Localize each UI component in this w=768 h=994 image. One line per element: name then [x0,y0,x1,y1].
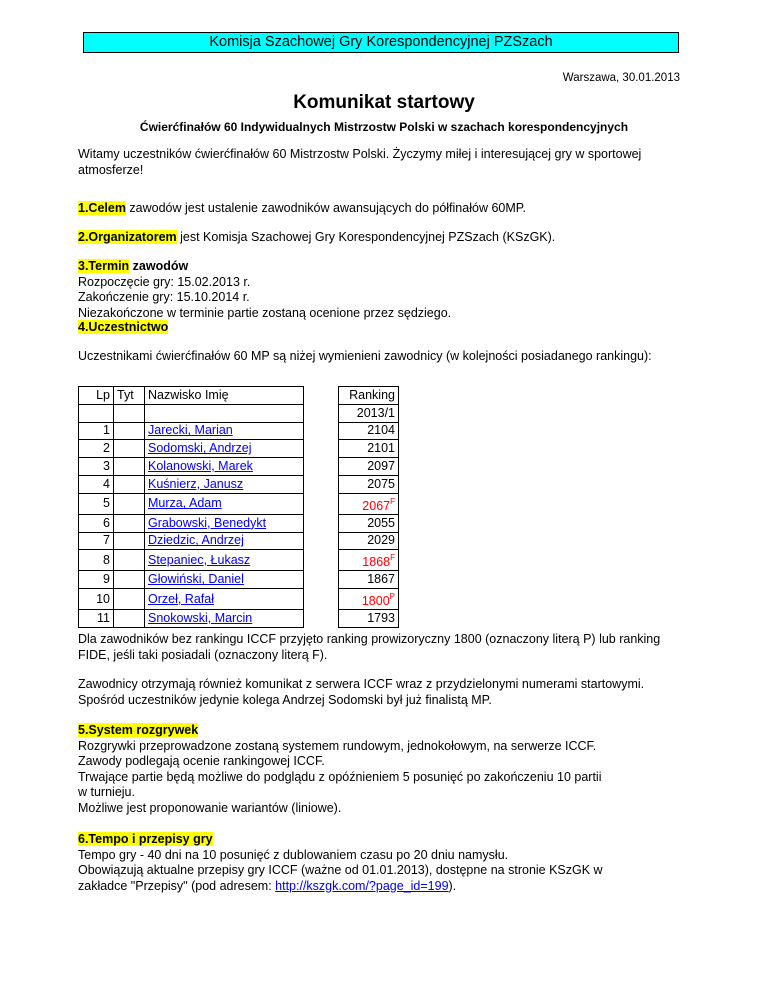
section-5-line-5: Możliwe jest proponowanie wariantów (liniowe). [78,800,342,815]
table-row [79,532,399,550]
section-3 [78,259,690,321]
row-player-name[interactable] [145,589,304,610]
player-name-link[interactable]: Snokowski, Marcin [148,611,253,626]
row-ranking [339,514,399,532]
row-ranking [339,475,399,493]
row-lp: 4 [79,475,114,493]
header-lp: Lp [79,387,114,405]
row-title [114,610,145,628]
row-title [114,422,145,440]
player-name-link[interactable]: Jarecki, Marian [148,423,233,438]
header-ranking: Ranking [339,387,399,405]
section-2 [78,230,690,246]
ranking-value: 1793 [367,611,395,626]
row-title [114,493,145,514]
participants-table [78,386,399,628]
intro-paragraph: Witamy uczestników ćwierćfinałów 60 Mistrzostw Polski. Życzymy miłej i interesującej gry w sportowej atmosferze! [78,147,642,177]
player-name-link[interactable]: Stepaniec, Łukasz [148,552,251,567]
table-row [79,458,399,476]
row-title [114,532,145,550]
row-player-name[interactable] [145,610,304,628]
document-title: Komunikat startowy [293,92,475,113]
section-5 [78,723,690,816]
row-lp: 3 [79,458,114,476]
table-header-row [79,387,399,405]
row-ranking [339,458,399,476]
ranking-value: 1800 [361,594,390,609]
player-name-link[interactable]: Sodomski, Andrzej [148,441,252,456]
section-3-heading-rest: zawodów [129,259,189,273]
section-1-heading: 1.Celem [78,201,126,215]
document-date: Warszawa, 30.01.2013 [562,72,680,84]
ranking-value: 2067 [362,498,391,513]
table-subheader-row [79,404,399,422]
section-6-line-3 [78,879,690,895]
section-6-heading: 6.Tempo i przepisy gry [78,832,213,846]
row-title [114,475,145,493]
section-2-text: jest Komisja Szachowej Gry Korespondencyjnej PZSzach (KSzGK). [176,230,556,244]
row-ranking [339,589,399,610]
row-lp: 9 [79,571,114,589]
table-row [79,475,399,493]
section-1-text: zawodów jest ustalenie zawodników awansujących do półfinałów 60MP. [125,201,526,215]
ranking-value: 1868 [362,555,391,570]
document-subtitle: Ćwierćfinałów 60 Indywidualnych Mistrzostw Polski w szachach korespondencyjnych [139,120,629,134]
table-row [79,440,399,458]
end-date-line: Zakończenie gry: 15.10.2014 r. [78,290,250,304]
ranking-value: 1867 [367,572,395,587]
rating-mark: F [390,496,395,506]
row-player-name[interactable] [145,475,304,493]
ranking-value: 2101 [367,441,395,456]
row-ranking [339,610,399,628]
organization-banner: Komisja Szachowej Gry Korespondencyjnej PZSzach [83,32,679,53]
section-6-line-2: Obowiązują aktualne przepisy gry ICCF (ważne od 01.01.2013), dostępne na stronie KSzGK w [78,863,603,877]
table-row [79,493,399,514]
ranking-value: 2104 [367,423,395,438]
row-lp: 2 [79,440,114,458]
player-name-link[interactable]: Kolanowski, Marek [148,459,253,474]
header-name: Nazwisko Imię [145,387,304,405]
section-5-line-1: Rozgrywki przeprowadzone zostaną systemem rundowym, jednokołowym, na serwerze ICCF. [78,738,597,753]
table-row [79,422,399,440]
row-lp: 7 [79,532,114,550]
row-ranking [339,571,399,589]
start-date-line: Rozpoczęcie gry: 15.02.2013 r. [78,274,251,289]
player-name-link[interactable]: Dziedzic, Andrzej [148,533,244,548]
row-player-name[interactable] [145,493,304,514]
table-row [79,610,399,628]
rating-mark: P [389,592,395,602]
section-5-line-3: Trwające partie będą możliwe do podglądu z opóźnieniem 5 posunięć po zakończeniu 10 partii [78,769,602,784]
server-notice-paragraph: Zawodnicy otrzymają również komunikat z serwera ICCF wraz z przydzielonymi numerami startowymi. Spośród uczestników jedynie kolega Andrzej Sodomski był już finalistą MP. [78,677,645,707]
row-title [114,550,145,571]
row-player-name[interactable] [145,550,304,571]
ranking-value: 2029 [367,533,395,548]
player-name-link[interactable]: Murza, Adam [148,496,222,511]
row-player-name[interactable] [145,440,304,458]
row-lp: 6 [79,514,114,532]
section-6-line-1: Tempo gry - 40 dni na 10 posunięć z dublowaniem czasu po 20 dniu namysłu. [78,847,509,862]
rating-mark: F [390,553,395,563]
row-lp: 10 [79,589,114,610]
table-row [79,514,399,532]
section-6-line-3-start: zakładce "Przepisy" (pod adresem: [78,878,276,893]
row-lp: 1 [79,422,114,440]
ranking-value: 2075 [367,476,395,491]
section-4-heading: 4.Uczestnictwo [78,320,169,334]
header-ranking-period: 2013/1 [339,404,399,422]
header-tyt: Tyt [114,387,145,405]
row-lp: 8 [79,550,114,571]
player-name-link[interactable]: Głowiński, Daniel [148,572,244,587]
row-title [114,458,145,476]
section-6-line-3-end: ). [448,878,457,893]
section-3-heading: 3.Termin [78,259,130,273]
section-5-line-4: w turnieju. [78,785,135,799]
row-player-name[interactable] [145,514,304,532]
section-6 [78,832,690,894]
table-body [79,422,399,627]
section-4-text: Uczestnikami ćwierćfinałów 60 MP są niżej wymienieni zawodnicy (w kolejności posiadanego rankingu): [78,349,652,363]
row-ranking [339,550,399,571]
rules-page-link[interactable]: http://kszgk.com/?page_id=199 [275,878,449,893]
ranking-value: 2055 [367,515,395,530]
section-5-line-2: Zawody podlegają ocenie rankingowej ICCF. [78,754,325,768]
table-row [79,571,399,589]
section-5-heading: 5.System rozgrywek [78,723,199,737]
row-title [114,514,145,532]
row-player-name[interactable] [145,571,304,589]
row-ranking [339,532,399,550]
section-1 [78,201,690,217]
table-row [79,550,399,571]
row-lp: 11 [79,610,114,628]
ranking-value: 2097 [367,459,395,474]
row-title [114,589,145,610]
row-player-name[interactable] [145,422,304,440]
player-name-link[interactable]: Orzeł, Rafał [148,591,214,606]
unfinished-games-line: Niezakończone w terminie partie zostaną ocenione przez sędziego. [78,305,452,320]
section-2-heading: 2.Organizatorem [78,230,177,244]
row-ranking [339,493,399,514]
row-ranking [339,422,399,440]
row-title [114,571,145,589]
player-name-link[interactable]: Kuśnierz, Janusz [148,476,244,491]
row-ranking [339,440,399,458]
row-player-name[interactable] [145,532,304,550]
provisional-rating-note: Dla zawodników bez rankingu ICCF przyjęto ranking prowizoryczny 1800 (oznaczony literą P) lub ranking FIDE, jeśli taki posiadali (oznaczony literą F). [78,632,661,662]
row-player-name[interactable] [145,458,304,476]
section-4-heading-row [78,320,690,336]
row-lp: 5 [79,493,114,514]
row-title [114,440,145,458]
player-name-link[interactable]: Grabowski, Benedykt [148,515,267,530]
table-row [79,589,399,610]
